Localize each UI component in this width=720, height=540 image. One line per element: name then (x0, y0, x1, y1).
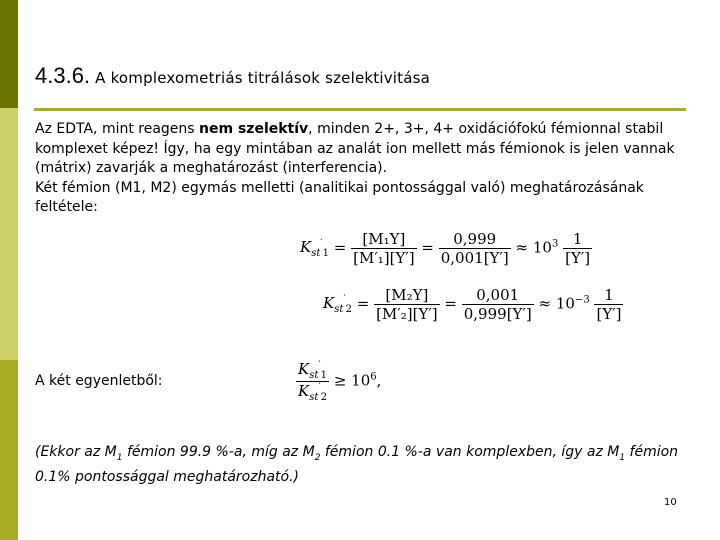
eq2-fraction-a: $\frac{\text{[M₂Y]}}{\text{[M′₂][Y′]}}$ (376, 286, 438, 323)
page-number: 10 (664, 497, 677, 508)
equation-ratio: $\frac{K_{st}'_1}{K_{st}'_2}$ ≥ $10^6$, (298, 360, 382, 403)
left-accent-band-middle (0, 108, 18, 360)
eq2-approx: ≈ 10 (538, 294, 575, 313)
para1-start: Az EDTA, mint reagens (35, 121, 200, 137)
eq3-relation: ≥ 10 (333, 371, 371, 390)
title-text: A komplexometriás titrálások szelektivitása (95, 69, 431, 87)
paragraph-edta (35, 120, 685, 179)
title-underline (34, 108, 686, 111)
para1-end: , minden 2+, 3+, 4+ oxidációfokú fémionnal stabil komplexet képez! Így, ha egy mintában az analát ion mellett más fémionok is jelen vannak (mátrix) zavarják a meghatározást (interferencia). (35, 121, 675, 176)
eq1-exponent: 3 (551, 238, 559, 250)
eq1-fraction-c: $\frac{1}{[Y']}$ (565, 230, 591, 267)
eq2-exponent: −3 (574, 294, 590, 306)
left-accent-band-bottom (0, 360, 18, 540)
slide-title (35, 63, 430, 89)
eq1-approx: ≈ 10 (515, 238, 552, 257)
eq3-exponent: 6 (370, 371, 377, 383)
eq1-fraction-b: $\frac{0,999}{0,001[Y']}$ (440, 230, 509, 267)
eq1-fraction-a: $\frac{\text{[M₁Y]}}{\text{[M′₁][Y′]}}$ (353, 230, 415, 267)
left-accent-band-top (0, 0, 18, 108)
eq3-fraction: $\frac{K_{st}'_1}{K_{st}'_2}$ (298, 360, 328, 403)
footnote: (Ekkor az $M_1$ fémion 99.9 %-a, míg az $M_2$ fémion 0.1 %-a van komplexben, így az $M_1$ fémion 0.1% pontossággal meghatározható.) (35, 444, 679, 485)
eq2-fraction-b: $\frac{0,001}{0,999[Y']}$ (463, 286, 532, 323)
body-text (35, 120, 685, 218)
label-two-equations: A két egyenletből: (35, 373, 163, 389)
equation-kst2: $K_{st}'_2$ = $\frac{\text{[M₂Y]}}{\text{[M′₂][Y′]}}$ = $\frac{0,001}{0,999[Y']}$ ≈ $10^{-3}$ $\frac{1}{[Y']}$ (323, 286, 622, 323)
kst1-symbol: $K_{st}'_1$ (300, 238, 330, 259)
eq2-fraction-c: $\frac{1}{[Y']}$ (596, 286, 622, 323)
kst2-symbol: $K_{st}'_2$ (323, 294, 353, 315)
paragraph-condition: Két fémion (M1, M2) egymás melletti (analitikai pontossággal való) meghatározásának feltétele: (35, 179, 644, 215)
para1-bold: nem szelektív (199, 121, 309, 137)
title-number: 4.3.6. (35, 63, 91, 88)
equation-kst1: $K_{st}'_1$ = $\frac{\text{[M₁Y]}}{\text{[M′₁][Y′]}}$ = $\frac{0,999}{0,001[Y']}$ ≈ $10^3$ $\frac{1}{[Y']}$ (300, 230, 591, 267)
